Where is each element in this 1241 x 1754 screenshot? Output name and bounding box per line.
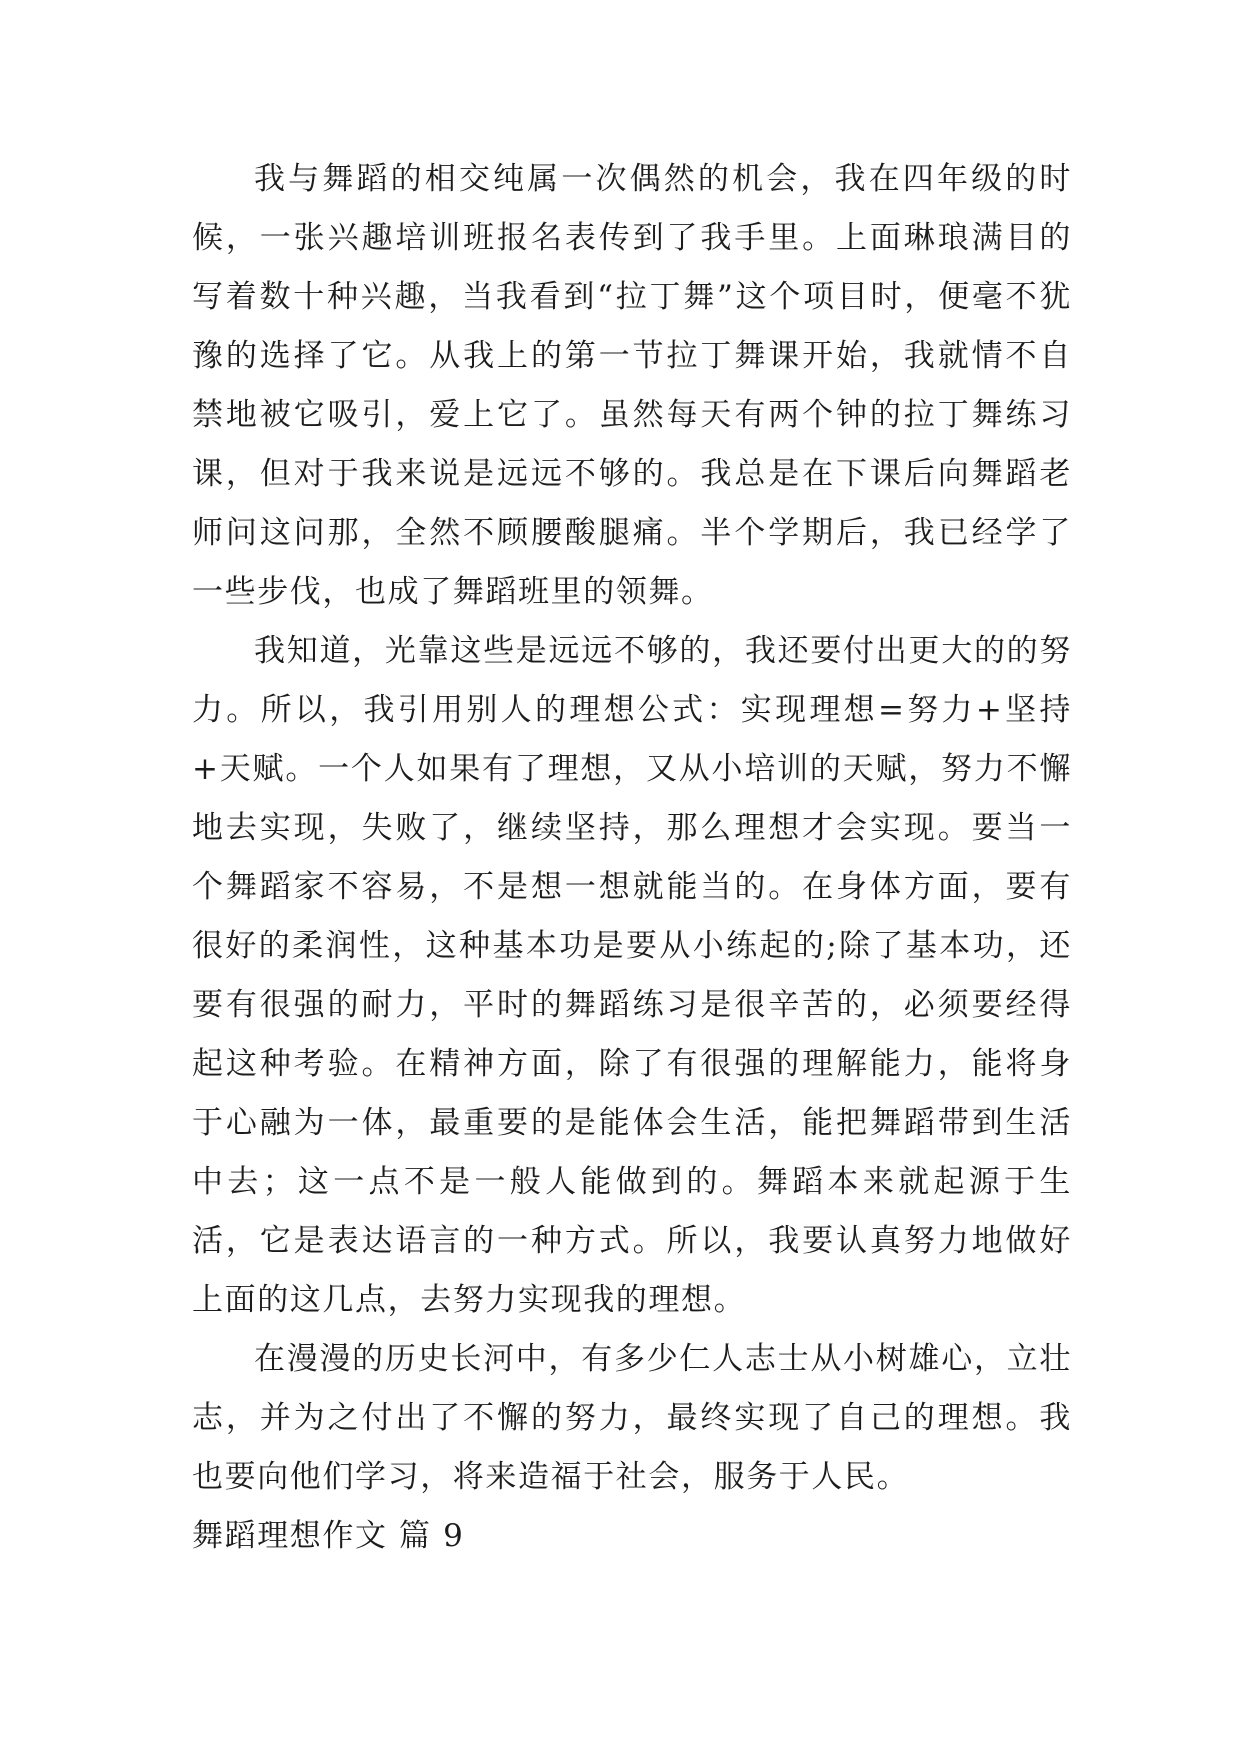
- paragraph-ideal-formula: 我知道，光靠这些是远远不够的，我还要付出更大的的努力。所以，我引用别人的理想公式：实现理想=努力+坚持+天赋。一个人如果有了理想，又从小培训的天赋，努力不懈地去实现，失败了，继续坚持，那么理想才会实现。要当一个舞蹈家不容易，不是想一想就能当的。在身体方面，要有很好的柔润性，这种基本功是要从小练起的;除了基本功，还要有很强的耐力，平时的舞蹈练习是很辛苦的，必须要经得起这种考验。在精神方面，除了有很强的理解能力，能将身于心融为一体，最重要的是能体会生活，能把舞蹈带到生活中去；这一点不是一般人能做到的。舞蹈本来就起源于生活，它是表达语言的一种方式。所以，我要认真努力地做好上面的这几点，去努力实现我的理想。: [192, 633, 1072, 1318]
- document-body: [192, 150, 1072, 1566]
- paragraph-dance-beginning: 我与舞蹈的相交纯属一次偶然的机会，我在四年级的时候，一张兴趣培训班报名表传到了我手里。上面琳琅满目的写着数十种兴趣，当我看到“拉丁舞”这个项目时，便毫不犹豫的选择了它。从我上的第一节拉丁舞课开始，我就情不自禁地被它吸引，爱上它了。虽然每天有两个钟的拉丁舞练习课，但对于我来说是远远不够的。我总是在下课后向舞蹈老师问这问那，全然不顾腰酸腿痛。半个学期后，我已经学了一些步伐，也成了舞蹈班里的领舞。: [192, 161, 1072, 610]
- section-heading: 舞蹈理想作文 篇 9: [192, 1518, 465, 1554]
- paragraph-conclusion: 在漫漫的历史长河中，有多少仁人志士从小树雄心，立壮志，并为之付出了不懈的努力，最终实现了自己的理想。我也要向他们学习，将来造福于社会，服务于人民。: [192, 1341, 1072, 1495]
